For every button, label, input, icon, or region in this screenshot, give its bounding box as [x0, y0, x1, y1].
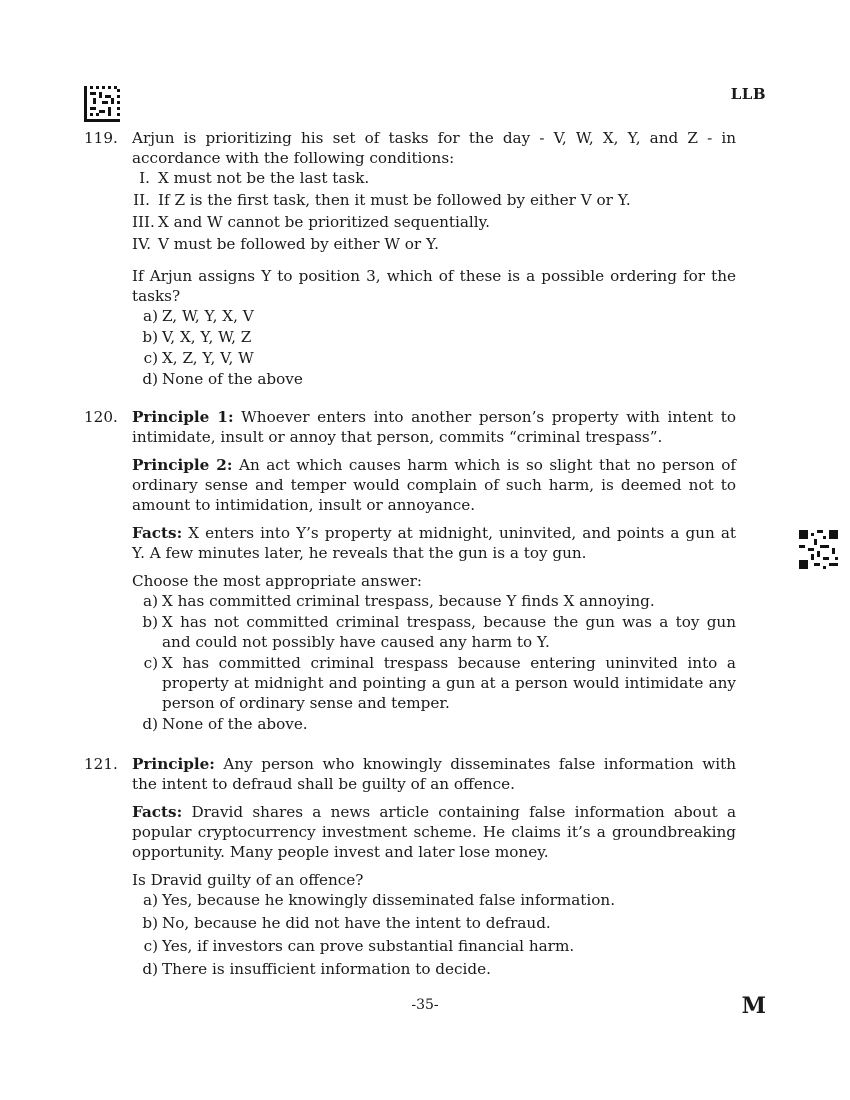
- answer-option: [132, 653, 736, 713]
- option-label: a): [143, 592, 158, 610]
- answer-option: [132, 890, 736, 910]
- condition-item: [132, 212, 736, 232]
- option-label: d): [142, 960, 158, 978]
- option-label: d): [142, 370, 158, 388]
- option-text: Yes, because he knowingly disseminated false information.: [162, 891, 616, 909]
- answer-option: [132, 327, 736, 347]
- answer-option: [132, 612, 736, 652]
- principle: [132, 754, 736, 794]
- principle-text: An act which causes harm which is so slight that no person of ordinary sense and temper would complain of such harm, is deemed not to amount to intimidation, insult or annoyance.: [132, 456, 736, 514]
- option-label: a): [143, 891, 158, 909]
- condition-number: IV.: [132, 235, 152, 253]
- question-number: 119.: [84, 129, 118, 147]
- question-121: [84, 754, 736, 979]
- answer-option: [132, 348, 736, 368]
- page-number: -35-: [411, 997, 439, 1013]
- answer-option: [132, 959, 736, 979]
- option-text: X has not committed criminal trespass, because the gun was a toy gun and could not possibly have caused any harm to Y.: [162, 613, 736, 651]
- question-stem: Arjun is prioritizing his set of tasks for the day - V, W, X, Y, and Z - in accordance with the following conditions:: [132, 129, 736, 167]
- option-text: There is insufficient information to decide.: [162, 960, 491, 978]
- option-label: c): [143, 937, 158, 955]
- condition-text: V must be followed by either W or Y.: [158, 235, 439, 253]
- answer-option: [132, 369, 736, 389]
- option-label: b): [142, 328, 158, 346]
- series-mark: M: [741, 993, 766, 1019]
- principle-label: Principle 2:: [132, 456, 233, 474]
- condition-text: If Z is the first task, then it must be followed by either V or Y.: [158, 191, 631, 209]
- option-text: None of the above: [162, 370, 303, 388]
- question-119: [84, 128, 736, 389]
- option-text: Z, W, Y, X, V: [162, 307, 254, 325]
- facts: [132, 523, 736, 563]
- question-prompt: If Arjun assigns Y to position 3, which of these is a possible ordering for the tasks?: [132, 267, 736, 305]
- answer-option: [132, 913, 736, 933]
- condition-text: X and W cannot be prioritized sequentially.: [158, 213, 490, 231]
- question-prompt: Choose the most appropriate answer:: [132, 572, 422, 590]
- facts-text: X enters into Y’s property at midnight, uninvited, and points a gun at Y. A few minutes later, he reveals that the gun is a toy gun.: [132, 524, 736, 562]
- paper-code-label: LLB: [730, 85, 766, 103]
- answer-option: [132, 936, 736, 956]
- facts: [132, 802, 736, 862]
- option-text: X has committed criminal trespass because entering uninvited into a property at midnight and pointing a gun at a person would intimidate any person of ordinary sense and temper.: [162, 654, 736, 712]
- condition-number: III.: [132, 213, 155, 231]
- qr-code-icon: [799, 530, 838, 569]
- principle-text: Whoever enters into another person’s property with intent to intimidate, insult or annoy that person, commits “criminal trespass”.: [132, 408, 737, 446]
- condition-text: X must not be the last task.: [158, 169, 370, 187]
- question-120: [84, 407, 736, 734]
- condition-item: [132, 168, 736, 188]
- option-label: c): [143, 654, 158, 672]
- answer-option: [132, 591, 736, 611]
- option-text: V, X, Y, W, Z: [162, 328, 252, 346]
- principle-1: [132, 407, 736, 447]
- principle-label: Principle 1:: [132, 408, 234, 426]
- facts-label: Facts:: [132, 524, 183, 542]
- answer-option: [132, 714, 736, 734]
- question-number: 121.: [84, 755, 118, 773]
- option-text: No, because he did not have the intent to defraud.: [162, 914, 551, 932]
- question-prompt: Is Dravid guilty of an offence?: [132, 871, 364, 889]
- condition-number: I.: [139, 169, 150, 187]
- option-label: b): [142, 914, 158, 932]
- condition-item: [132, 234, 736, 254]
- principle-label: Principle:: [132, 755, 215, 773]
- principle-text: Any person who knowingly disseminates false information with the intent to defraud shall be guilty of an offence.: [132, 755, 736, 793]
- option-label: d): [142, 715, 158, 733]
- principle-2: [132, 455, 736, 515]
- option-text: X has committed criminal trespass, because Y finds X annoying.: [162, 592, 655, 610]
- facts-text: Dravid shares a news article containing false information about a popular cryptocurrency investment scheme. He claims it’s a groundbreaking opportunity. Many people invest and later lose money.: [132, 803, 736, 861]
- option-text: None of the above.: [162, 715, 308, 733]
- barcode-icon: [84, 86, 120, 122]
- option-text: Yes, if investors can prove substantial financial harm.: [162, 937, 575, 955]
- option-label: b): [142, 613, 158, 631]
- option-text: X, Z, Y, V, W: [162, 349, 254, 367]
- question-number: 120.: [84, 408, 118, 426]
- condition-number: II.: [133, 191, 150, 209]
- option-label: a): [143, 307, 158, 325]
- answer-option: [132, 306, 736, 326]
- condition-item: [132, 190, 736, 210]
- option-label: c): [143, 349, 158, 367]
- facts-label: Facts:: [132, 803, 183, 821]
